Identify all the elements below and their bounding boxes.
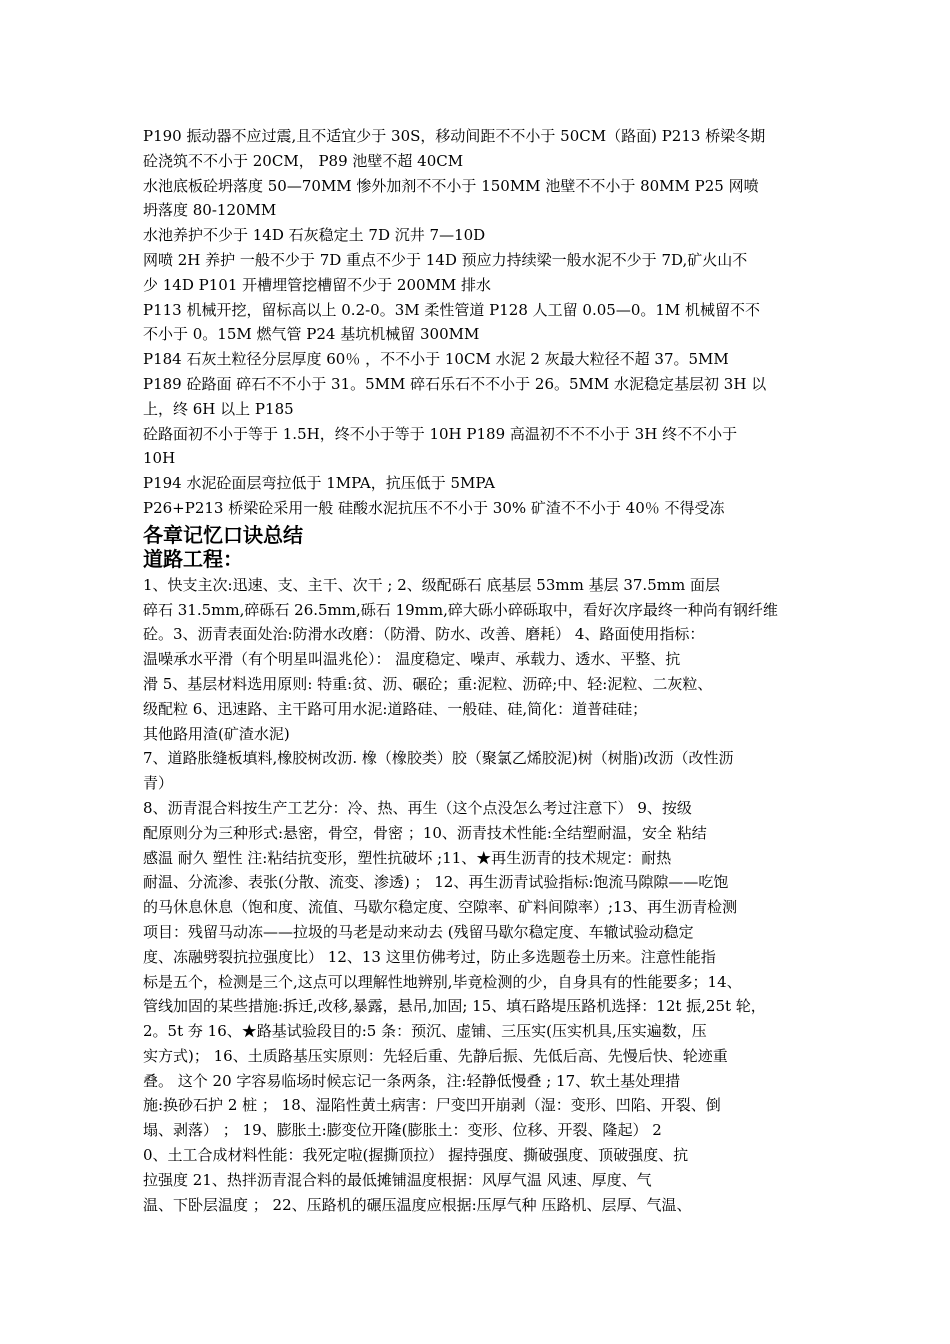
- text-line: 的马休息休息（饱和度、流值、马歇尔稳定度、空隙率、矿料间隙率）;13、再生沥青检测: [143, 898, 738, 917]
- text-line: 8、沥青混合料按生产工艺分：冷、热、再生（这个点没怎么考过注意下） 9、按级: [143, 798, 692, 817]
- text-line: P189 砼路面 碎石不不小于 31。5MM 碎石乐石不不小于 26。5MM 水泥稳定基层初 3H 以: [143, 374, 767, 393]
- text-line: 水池养护不少于 14D 石灰稳定土 7D 沉井 7—10D: [143, 226, 486, 245]
- text-line: 少 14D P101 开槽埋管挖槽留不少于 200MM 排水: [143, 275, 492, 294]
- mnemonic-section: [143, 573, 811, 1218]
- intro-section: [143, 124, 811, 521]
- text-line: 度、冻融劈裂抗拉强度比） 12、13 这里仿佛考过，防止多选题卷土历来。注意性能指: [143, 947, 716, 966]
- text-line: 1、快支主次:迅速、支、主干、次干 ; 2、级配砾石 底基层 53mm 基层 37.5mm 面层: [143, 575, 720, 594]
- text-line: 标是五个，检测是三个,这点可以理解性地辨别,毕竟检测的少，自身具有的性能要多；14、: [143, 972, 742, 991]
- text-line: 施:换砂石护 2 桩 ； 18、湿陷性黄土病害：尸变凹开崩剥（湿：变形、凹陷、开裂、倒: [143, 1096, 721, 1115]
- text-line: P190 振动器不应过震,且不适宜少于 30S，移动间距不不小于 50CM（路面) P213 桥梁冬期: [143, 127, 766, 145]
- text-line: 碎石 31.5mm,碎砾石 26.5mm,砾石 19mm,碎大砾小碎砾取中，看好次序最终一种尚有钢纤维: [143, 600, 778, 619]
- text-line: 2。5t 夯 16、★路基试验段目的:5 条：预沉、虚铺、三压实(压实机具,压实遍数，压: [143, 1022, 707, 1041]
- text-line: 塌、剥落） ； 19、膨胀土:膨变位开隆(膨胀土：变形、位移、开裂、隆起） 2: [143, 1121, 662, 1140]
- document-page: [143, 124, 811, 1217]
- text-line: 滑 5、基层材料选用原则: 特重:贫、沥、碾砼；重:泥粒、沥碎;中、轻:泥粒、二灰粒、: [143, 674, 713, 693]
- text-line: 青）: [143, 774, 174, 793]
- subsection-heading: 道路工程：: [143, 546, 243, 571]
- text-line: 叠。 这个 20 字容易临场时候忘记一条两条，注:轻静低慢叠 ; 17、软土基处理措: [143, 1071, 681, 1090]
- text-line: 温噪承水平滑（有个明星叫温兆伦）： 温度稳定、噪声、承载力、透水、平整、抗: [143, 650, 681, 669]
- text-line: P194 水泥砼面层弯拉低于 1MPA，抗压低于 5MPA: [143, 474, 495, 493]
- text-line: 感温 耐久 塑性 注:粘结抗变形，塑性抗破坏 ;11、★再生沥青的技术规定：耐热: [143, 848, 672, 867]
- text-line: 水池底板砼坍落度 50—70MM 惨外加剂不不小于 150MM 池壁不不小于 80MM P25 网喷: [143, 176, 759, 195]
- text-line: 温、下卧层温度 ； 22、压路机的碾压温度应根据:压厚气种 压路机、层厚、气温、: [143, 1195, 692, 1214]
- text-line: 耐温、分流渗、表张(分散、流变、渗透) ； 12、再生沥青试验指标:饱流马隙隙——吃饱: [143, 873, 729, 892]
- text-line: P184 石灰土粒径分层厚度 60％ ，不不小于 10CM 水泥 2 灰最大粒径不超 37。5MM: [143, 350, 729, 369]
- text-line: 上，终 6H 以上 P185: [143, 399, 294, 418]
- text-line: 砼浇筑不不小于 20CM， P89 池壁不超 40CM: [143, 151, 464, 170]
- text-line: 项目：残留马动冻——拉圾的马老是动来动去 (残留马歇尔稳定度、车辙试验动稳定: [143, 922, 694, 941]
- text-line: 7、道路胀缝板填料,橡胶树改沥. 橡（橡胶类）胶（聚氯乙烯胶泥)树（树脂)改沥（改性沥: [143, 749, 734, 768]
- text-line: 10H: [143, 449, 176, 468]
- text-line: 管线加固的某些措施:拆迁,改移,暴露，悬吊,加固; 15、填石路堤压路机选择：12t 振,25t 轮，: [143, 997, 766, 1016]
- text-line: 实方式)； 16、土质路基压实原则：先轻后重、先静后振、先低后高、先慢后快、轮迹重: [143, 1046, 728, 1065]
- text-line: 不小于 0。15M 燃气管 P24 基坑机械留 300MM: [143, 325, 480, 344]
- text-line: 网喷 2H 养护 一般不少于 7D 重点不少于 14D 预应力持续梁一般水泥不少于 7D,矿火山不: [143, 250, 748, 269]
- text-line: 拉强度 21、热拌沥青混合料的最低摊铺温度根据：风厚气温 风速、厚度、气: [143, 1170, 652, 1189]
- text-line: 级配粒 6、迅速路、主干路可用水泥:道路硅、一般硅、硅,简化：道普硅硅；: [143, 699, 648, 718]
- section-heading: 各章记忆口诀总结: [143, 522, 303, 547]
- text-line: 0、土工合成材料性能：我死定啦(握撕顶拉） 握持强度、撕破强度、顶破强度、抗: [143, 1146, 689, 1165]
- text-line: 砼。3、沥青表面处治:防滑水改磨：（防滑、防水、改善、磨耗） 4、路面使用指标：: [143, 625, 705, 644]
- text-line: 砼路面初不小于等于 1.5H，终不小于等于 10H P189 高温初不不不小于 3H 终不不小于: [143, 424, 738, 443]
- text-line: 坍落度 80-120MM: [143, 201, 277, 220]
- text-line: P113 机械开挖，留标高以上 0.2-0。3M 柔性管道 P128 人工留 0.05—0。1M 机械留不不: [143, 300, 761, 319]
- text-line: 其他路用渣(矿渣水泥): [143, 724, 290, 743]
- text-line: P26+P213 桥梁砼采用一般 硅酸水泥抗压不不小于 30% 矿渣不不小于 40％ 不得受冻: [143, 498, 725, 517]
- text-line: 配原则分为三种形式:悬密，骨空，骨密 ；10、沥青技术性能:全结塑耐温，安全 粘结: [143, 823, 707, 842]
